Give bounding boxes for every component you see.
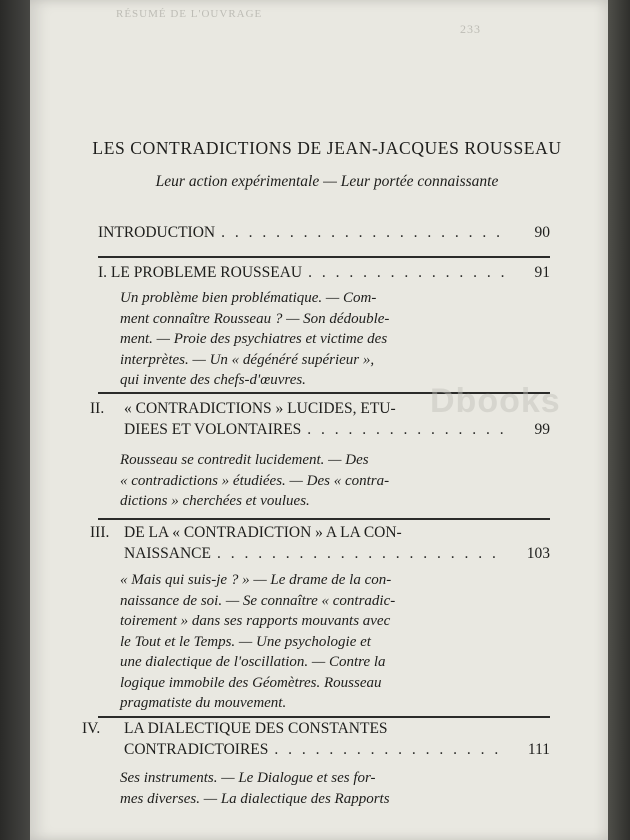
entry-heading: DE LA « CONTRADICTION » A LA CON- bbox=[124, 524, 402, 541]
summary-line: « Mais qui suis-je ? » — Le drame de la con- bbox=[120, 572, 392, 588]
entry-heading: LA DIALECTIQUE DES CONSTANTES bbox=[124, 720, 388, 737]
summary-line: Rousseau se contredit lucidement. — Des bbox=[120, 452, 369, 468]
divider bbox=[98, 256, 550, 258]
summary-line: ment. — Proie des psychiatres et victime des bbox=[120, 331, 388, 347]
leader-dots bbox=[274, 739, 506, 760]
entry-number: IV. bbox=[82, 720, 101, 737]
entry-heading-cont: CONTRADICTOIRES bbox=[124, 741, 269, 758]
entry-number: I. bbox=[98, 264, 108, 281]
page-number: 103 bbox=[526, 545, 550, 562]
entry-heading: « CONTRADICTIONS » LUCIDES, ETU- bbox=[124, 400, 396, 417]
divider bbox=[98, 518, 550, 520]
chapter-title: LES CONTRADICTIONS DE JEAN-JACQUES ROUSSEAU bbox=[92, 138, 562, 158]
entry-number: II. bbox=[90, 400, 105, 417]
summary-line: logique immobile des Géomètres. Rousseau bbox=[120, 674, 382, 691]
toc-entry-introduction bbox=[98, 222, 550, 243]
summary-line: le Tout et le Temps. — Une psychologie et bbox=[120, 633, 371, 650]
entry-summary bbox=[120, 570, 470, 714]
summary-line: interprètes. — Un « dégénéré supérieur », bbox=[120, 351, 375, 368]
watermark-logo: Dbooks bbox=[430, 382, 561, 420]
entry-summary bbox=[120, 768, 470, 809]
summary-line: naissance de soi. — Se connaître « contradic- bbox=[120, 592, 396, 609]
book-page bbox=[30, 0, 608, 840]
leader-dots bbox=[307, 419, 506, 440]
toc-entry-1 bbox=[98, 262, 550, 283]
entry-summary bbox=[120, 288, 470, 391]
leader-dots bbox=[221, 222, 506, 243]
page-number: 111 bbox=[527, 741, 550, 758]
summary-line: une dialectique de l'oscillation. — Contre la bbox=[120, 654, 386, 670]
entry-heading-cont: NAISSANCE bbox=[124, 545, 211, 562]
summary-line: toirement » dans ses rapports mouvants avec bbox=[120, 613, 391, 629]
summary-line: Un problème bien problématique. — Com- bbox=[120, 290, 377, 306]
entry-heading-cont: DIEES ET VOLONTAIRES bbox=[124, 421, 302, 438]
entry-heading: INTRODUCTION bbox=[98, 224, 216, 241]
summary-line: qui invente des chefs-d'œuvres. bbox=[120, 372, 306, 388]
summary-line: ment connaître Rousseau ? — Son dédouble- bbox=[120, 310, 390, 327]
page-number: 90 bbox=[534, 224, 550, 241]
bleed-through-number: 233 bbox=[460, 22, 481, 36]
page-number: 99 bbox=[534, 421, 550, 438]
summary-line: dictions » cherchées et voulues. bbox=[120, 493, 310, 509]
leader-dots bbox=[217, 543, 506, 564]
leader-dots bbox=[308, 262, 506, 283]
chapter-subtitle: Leur action expérimentale — Leur portée connaissante bbox=[155, 173, 499, 190]
entry-summary bbox=[120, 450, 470, 512]
toc-entry-3 bbox=[90, 522, 550, 564]
page-number: 91 bbox=[534, 264, 550, 281]
summary-line: « contradictions » étudiées. — Des « contra- bbox=[120, 472, 390, 489]
summary-line: mes diverses. — La dialectique des Rapports bbox=[120, 790, 390, 807]
entry-number: III. bbox=[90, 524, 110, 541]
summary-line: Ses instruments. — Le Dialogue et ses for- bbox=[120, 770, 376, 786]
entry-heading: LE PROBLEME ROUSSEAU bbox=[110, 264, 303, 281]
summary-line: pragmatiste du mouvement. bbox=[120, 695, 287, 711]
book-edge-left bbox=[0, 0, 34, 840]
toc-entry-4 bbox=[82, 718, 550, 760]
bleed-through-text: RÉSUMÉ DE L'OUVRAGE bbox=[116, 8, 263, 20]
